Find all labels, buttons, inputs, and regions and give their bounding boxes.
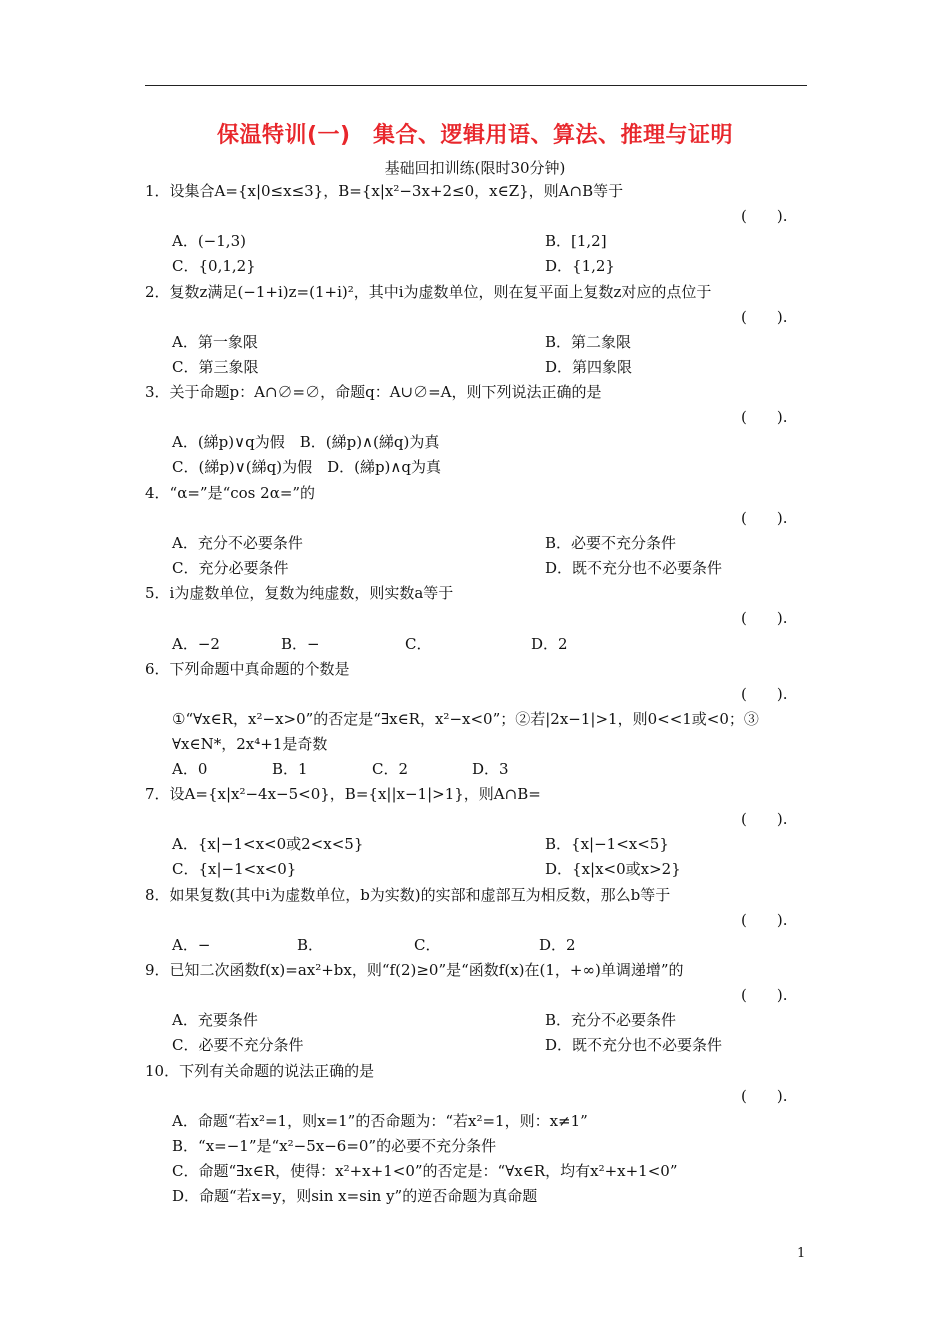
option: C．: [405, 635, 432, 653]
option: A．−: [172, 936, 211, 954]
page-number: 1: [797, 1246, 806, 1261]
option: B．: [297, 936, 324, 954]
option: C．充分必要条件: [172, 559, 289, 577]
question-7-stem: 7．设A={x|x²−4x−5<0}，B={x||x−1|>1}，则A∩B=: [145, 785, 541, 803]
option: D．{1,2}: [545, 257, 615, 275]
question-6-body: ①“∀x∈R，x²−x>0”的否定是“∃x∈R，x²−x<0”；②若|2x−1|>1，则0<<1或<0；③: [172, 710, 759, 728]
option: D．命题“若x=y，则sin x=sin y”的逆否命题为真命题: [172, 1187, 538, 1205]
answer-blank[interactable]: ( ).: [741, 685, 788, 703]
option: C．{x|−1<x<0}: [172, 860, 297, 878]
question-10-stem: 10．下列有关命题的说法正确的是: [145, 1062, 375, 1080]
option: A．充要条件: [172, 1011, 258, 1029]
option: C．(綈p)∨(綈q)为假 D．(綈p)∧q为真: [172, 458, 441, 476]
question-6-body: ∀x∈N*，2x⁴+1是奇数: [172, 735, 328, 753]
answer-blank[interactable]: ( ).: [741, 911, 788, 929]
option: A．命题“若x²=1，则x=1”的否命题为：“若x²=1，则：x≠1”: [172, 1112, 588, 1130]
option: B．−: [281, 635, 320, 653]
option: C．{0,1,2}: [172, 257, 256, 275]
option: D．2: [539, 936, 576, 954]
answer-blank[interactable]: ( ).: [741, 1087, 788, 1105]
question-2-stem: 2．复数z满足(−1+i)z=(1+i)²，其中i为虚数单位，则在复平面上复数z对应的点位于: [145, 283, 712, 301]
option: B．第二象限: [545, 333, 632, 351]
option: C．命题“∃x∈R，使得：x²+x+1<0”的否定是：“∀x∈R，均有x²+x+1<0”: [172, 1162, 678, 1180]
header-rule: [145, 85, 807, 86]
option: A．(−1,3): [172, 232, 246, 250]
option: D．第四象限: [545, 358, 633, 376]
option: B．1: [272, 760, 308, 778]
page-subtitle: 基础回扣训练(限时30分钟): [384, 159, 566, 177]
option: B．必要不充分条件: [545, 534, 677, 552]
answer-blank[interactable]: ( ).: [741, 609, 788, 627]
option: C．2: [372, 760, 409, 778]
option: B．[1,2]: [545, 232, 607, 250]
option: A．(綈p)∨q为假 B．(綈p)∧(綈q)为真: [172, 433, 440, 451]
option: B．{x|−1<x<5}: [545, 835, 669, 853]
option: C．必要不充分条件: [172, 1036, 304, 1054]
option: A．{x|−1<x<0或2<x<5}: [172, 835, 364, 853]
answer-blank[interactable]: ( ).: [741, 207, 788, 225]
question-6-stem: 6．下列命题中真命题的个数是: [145, 660, 350, 678]
option: D．3: [472, 760, 509, 778]
option: D．既不充分也不必要条件: [545, 559, 723, 577]
option: D．2: [531, 635, 568, 653]
question-4-stem: 4．“α=”是“cos 2α=”的: [145, 484, 316, 502]
option: C．第三象限: [172, 358, 259, 376]
question-9-stem: 9．已知二次函数f(x)=ax²+bx，则“f(2)≥0”是“函数f(x)在(1，+∞)单调递增”的: [145, 961, 684, 979]
option: A．0: [172, 760, 208, 778]
option: C．: [414, 936, 441, 954]
answer-blank[interactable]: ( ).: [741, 986, 788, 1004]
option: B．“x=−1”是“x²−5x−6=0”的必要不充分条件: [172, 1137, 497, 1155]
option: A．第一象限: [172, 333, 258, 351]
option: D．既不充分也不必要条件: [545, 1036, 723, 1054]
option: A．充分不必要条件: [172, 534, 303, 552]
question-8-stem: 8．如果复数(其中i为虚数单位，b为实数)的实部和虚部互为相反数，那么b等于: [145, 886, 671, 904]
option: B．充分不必要条件: [545, 1011, 677, 1029]
question-1-stem: 1．设集合A={x|0≤x≤3}，B={x|x²−3x+2≤0，x∈Z}，则A∩B等于: [145, 182, 624, 200]
answer-blank[interactable]: ( ).: [741, 810, 788, 828]
question-5-stem: 5．i为虚数单位，复数为纯虚数，则实数a等于: [145, 584, 454, 602]
question-3-stem: 3．关于命题p：A∩∅=∅，命题q：A∪∅=A，则下列说法正确的是: [145, 383, 602, 401]
answer-blank[interactable]: ( ).: [741, 509, 788, 527]
answer-blank[interactable]: ( ).: [741, 308, 788, 326]
answer-blank[interactable]: ( ).: [741, 408, 788, 426]
option: D．{x|x<0或x>2}: [545, 860, 681, 878]
page-title: 保温特训(一) 集合、逻辑用语、算法、推理与证明: [216, 123, 734, 148]
option: A．−2: [172, 635, 220, 653]
